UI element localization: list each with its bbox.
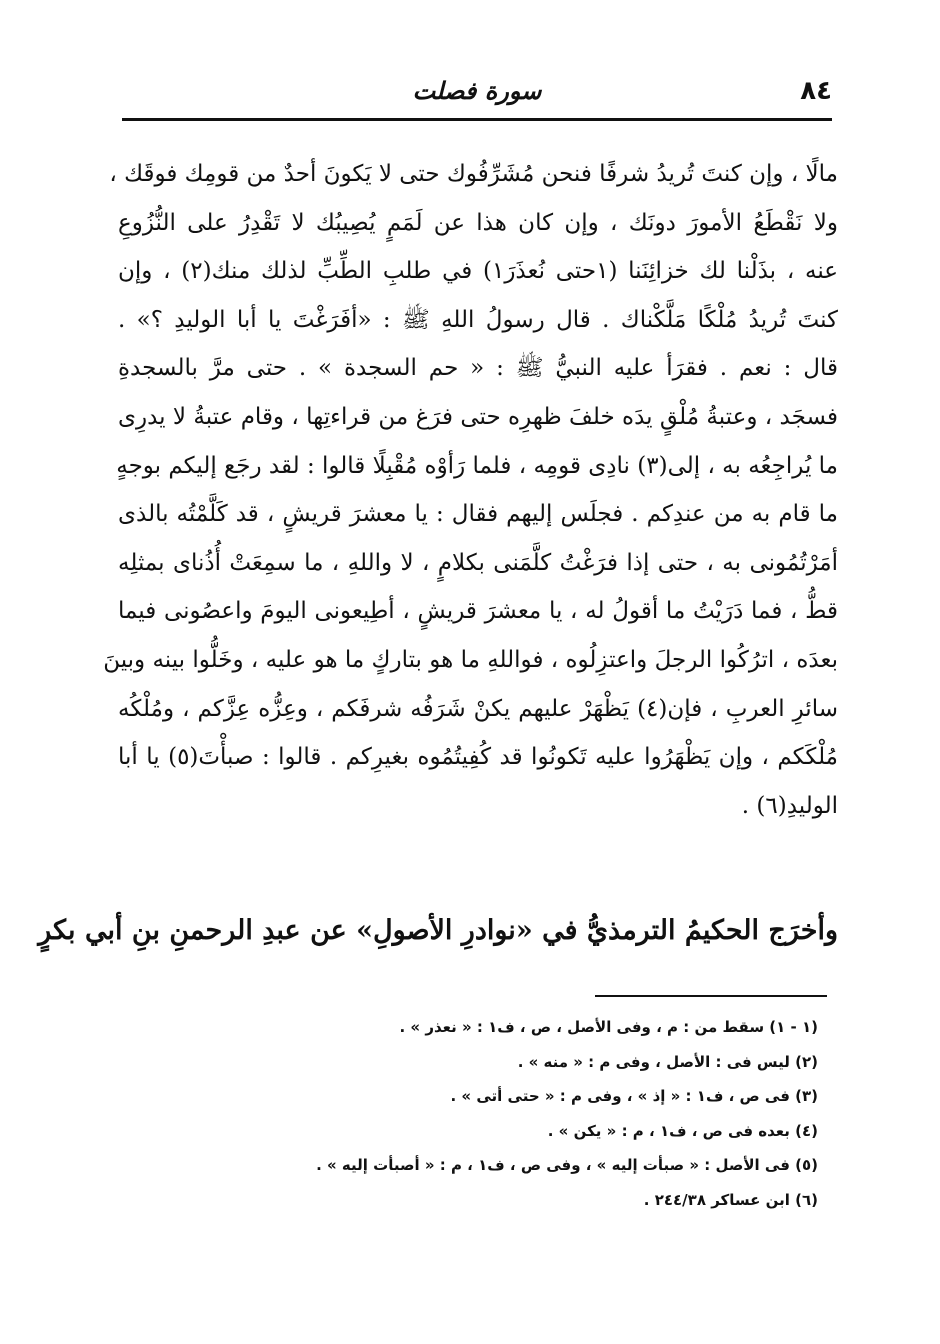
- text-line: ما يُراجِعُه به ، إلى(٣) نادِى قومِه ، فلما رَأوْه مُقْبِلًا قالوا : لقد رجَع إليكم بوجهٍ: [116, 452, 838, 479]
- text-line: مُلْكَكم ، وإن يَظْهَرُوا عليه تَكونُوا قد كُفِيتُمُوه بغيرِكم . قالوا : صبأْتَ(٥) يا أبا: [118, 744, 839, 771]
- text-line: قطُّ ، فما دَرَيْتُ ما أقولُ له ، يا معشرَ قريشٍ ، أطِيعونى اليومَ واعصُونى فيما: [118, 598, 838, 625]
- footnote: (٢) ليس فى : الأصل ، وفى م : « منه » .: [517, 1052, 818, 1071]
- footnote: (٥) فى الأصل : « صبأت إليه » ، وفى ص ، ف١ ، م : « أصبأت إليه » .: [316, 1156, 818, 1174]
- footnote-rule: [595, 995, 827, 997]
- surah-title: سورة فصلت: [412, 76, 542, 105]
- footnote: (٤) بعده فى ص ، ف١ ، م : « يكن » .: [547, 1121, 818, 1140]
- text-line: مالًا ، وإن كنتَ تُريدُ شرفًا فنحن مُشَرِّفُوك حتى لا يَكونَ أحدٌ من قومِك فوقَك ،: [109, 161, 838, 187]
- footnote: (٣) فى ص ، ف١ : « إذ » ، وفى م : « حتى أتى » .: [450, 1087, 818, 1105]
- text-line: قال : نعم . فقرَأ عليه النبيُّ ﷺ : « حم السجدة » . حتى مرَّ بالسجدةِ: [118, 355, 838, 382]
- text-line: عنه ، بذَلْنا لك خزائِنَنا (١حتى نُعذَرَ١) في طلبِ الطِّبِّ لذلك منك(٢) ، وإن: [118, 258, 838, 285]
- text-line: بعدَه ، اترُكُوا الرجلَ واعتزِلُوه ، فواللهِ ما هو بتاركٍ ما هو عليه ، وخَلُّوا بينه وبينَ: [103, 646, 838, 673]
- page-number: ٨٤: [800, 76, 832, 106]
- footnotes: [258, 1010, 818, 1217]
- main-paragraph: [103, 150, 839, 830]
- text-line: ولا نَقْطَعُ الأمورَ دونَك ، وإن كان هذا عن لَمَمٍ يُصِيبُك لا تَقْدِرُ على النُّزُوعِ: [118, 209, 838, 236]
- text-line: الوليدِ(٦) .: [741, 792, 838, 819]
- footnote: (١ - ١) سقط من : م ، وفى الأصل ، ص ، ف١ : « نعذر » .: [399, 1018, 818, 1036]
- page-header: [122, 72, 832, 116]
- text-line: كنتَ تُريدُ مُلْكًا مَلَّكْناك . قال رسولُ اللهِ ﷺ : «أفَرَغْتَ يا أبا الوليدِ ؟» .: [118, 306, 838, 333]
- text-line: فسجَد ، وعتبةُ مُلْقٍ يدَه خلفَ ظهرِه حتى فرَغ من قراءتِها ، وقام عتبةُ لا يدرِى: [118, 403, 838, 430]
- header-rule: [122, 118, 832, 121]
- footnote: (٦) ابن عساكر ٢٤٤/٣٨ .: [643, 1190, 818, 1209]
- text-line: سائرِ العربِ ، فإن(٤) يَظْهَرْ عليهم يكنْ شَرَفُه شرفَكم ، وعِزُّه عِزَّكم ، ومُلْكُه: [118, 695, 838, 722]
- text-line: ما قام به من عندِكم . فجلَس إليهم فقال : يا معشرَ قريشٍ ، قد كَلَّمْتُه بالذى: [118, 501, 838, 528]
- text-line: أمَرْتُمُونى به ، حتى إذا فرَغْتُ كلَّمَنى بكلامٍ ، لا واللهِ ، ما سمِعَتْ أُذُناى بمثلِه: [118, 549, 838, 576]
- second-paragraph: وأخرَج الحكيمُ الترمذيُّ في «نوادرِ الأصولِ» عن عبدِ الرحمنِ بنِ أبي بكرٍ: [38, 915, 838, 946]
